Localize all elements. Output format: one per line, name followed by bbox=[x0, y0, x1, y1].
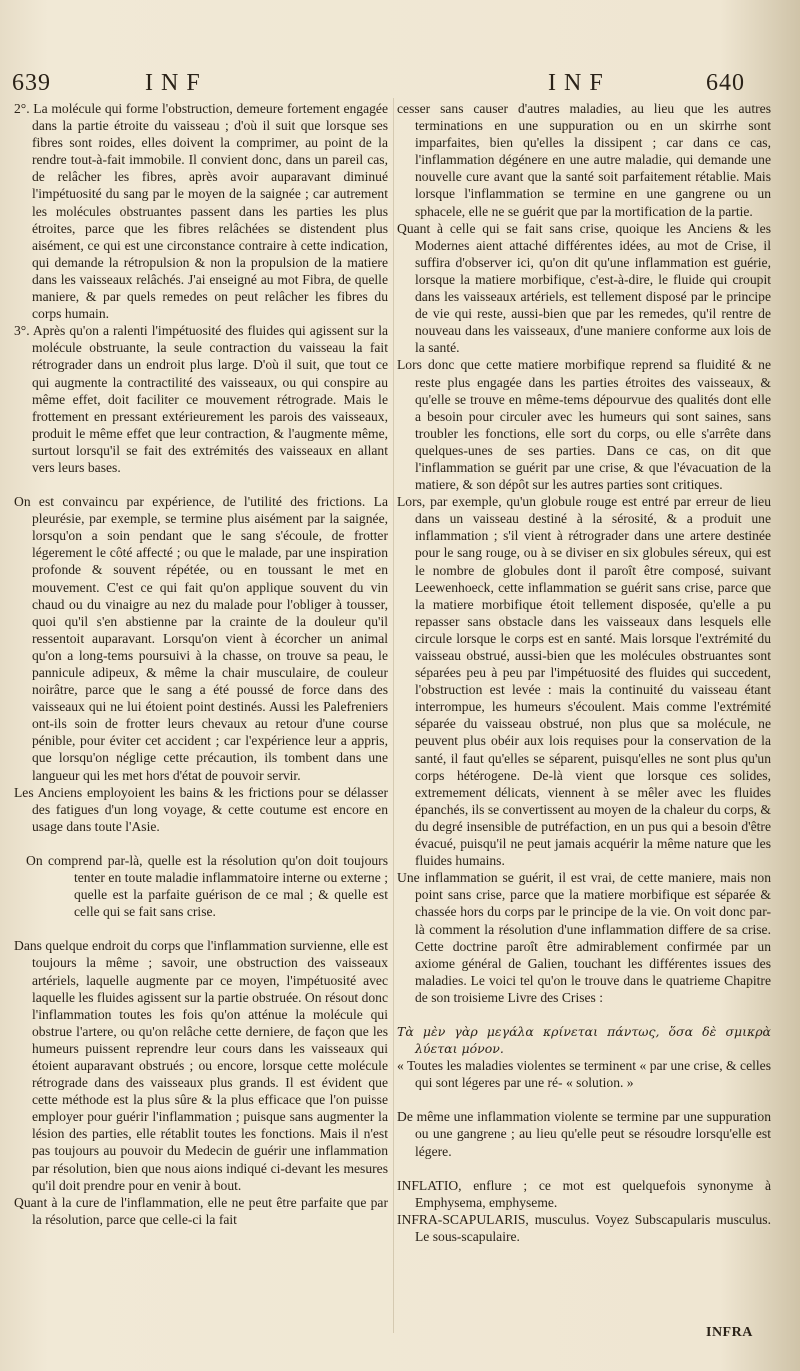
paragraph: Dans quelque endroit du corps que l'inflammation survienne, elle est toujours la même ; savoir, une obstruction des vaisseaux artériels, laquelle augmente par ce moyen, l'impétuosité avec laquelle les fluides agissent sur la partie obstruée. On résout donc l'inflammation toutes les fois qu'on atténue la molécule qui obstrue l'artere, ou qu'on relâche cette derniere, de façon que les humeurs puissent reprendre leur cours dans les vaisseaux qui étoient auparavant obstrués ; ou encore, lorsque cette molécule rétrograde dans des vaisseaux plus grands. Il est évident que cette méthode est la plus sûre & la plus efficace que l'on puisse employer pour guérir l'inflammation ; puisque sans augmenter la lésion des parties, elle rétablit toutes les fonctions. Mais il n'est pas toujours au pouvoir du Medecin de guérir une inflammation par résolution, bien que nous aions indiqué ci-devant les mesures qu'il doit prendre pour en venir à bout. bbox=[14, 938, 388, 1193]
column-divider bbox=[393, 98, 394, 1333]
paragraph: On est convaincu par expérience, de l'utilité des frictions. La pleurésie, par exemple, se termine plus aisément par la saignée, lorsqu'on a soin pendant que le sang s'écoule, de frotter légerement le côté affecté ; ou que le malade, par une inspiration profonde & souvent répétée, ou en toussant le met en mouvement. C'est ce qui fait qu'on applique souvent du vin chaud ou du vinaigre au nez du malade pour l'obliger à tousser, quoi qu'il s'en abstienne par la crainte de la douleur qu'il ressentoit auparavant. Lorsqu'on vient à écorcher un animal qu'on a long-tems poursuivi à la chasse, on trouve sa peau, le pannicule adipeux, & même la chair musculaire, de couleur noirâtre, parce que le sang a été poussé de force dans des vaisseaux qui ne lui étoient point destinés. Aussi les Palefreniers ont-ils soin de frotter leurs chevaux au retour d'une course pénible, pour éviter cet accident ; car l'expérience leur a appris, que lorsqu'on néglige cette précaution, ils tombent dans une langueur qui les met hors d'état de pouvoir servir. bbox=[14, 494, 388, 783]
paragraph: Les Anciens employoient les bains & les frictions pour se délasser des fatigues d'un long voyage, & cette coutume est encore en usage dans toute l'Asie. bbox=[14, 784, 388, 834]
paragraph: Lors, par exemple, qu'un globule rouge est entré par erreur de lieu dans un vaisseau destiné à la sérosité, & a produit une inflammation ; s'il vient à rétrograder dans une artere destinée pour le sang rouge, ou à se diviser en six globules séreux, qui est le nombre de globules dont il paroît être composé, suivant Leewenhoeck, cette inflammation se guérit sans crise, parce que la matiere morbifique étoit tellement disposée, qu'elle a pu repasser sans obstacle dans les vaisseaux dans lesquels elle circule lorsque le corps est en santé. Mais lorsque l'extrémité du vaisseau obstrué, aussi-bien que les molécules obstruantes sont séparées peu à peu par l'impétuosité des fluides qui succedent, l'obstruction est levée : mais la continuité du vaisseau étant interrompue, les humeurs s'écoulent. Mais comme l'extrémité séparée du vaisseau obstrué, non plus que sa molécule, ne peuvent plus obéir aux lois requises pour la conservation de la santé, il faut qu'elles se séparent, puisqu'elles ne sont plus qu'un corps hétérogene. De-là vient que lorsque ces solides, extremement délicats, viennent à se mêler avec les fluides épanchés, ils se convertissent au moyen de la chaleur du corps, & du degré insensible de putréfaction, en un pus qui a besoin d'être évacué, puisqu'il ne peut jamais acquérir la même nature que les fluides humains. bbox=[397, 494, 771, 869]
right-column bbox=[397, 100, 771, 1245]
paragraph: 2°. La molécule qui forme l'obstruction, demeure fortement engagée dans la partie étroite du vaisseau ; d'où il suit que lorsque ses fibres sont roides, elles doivent la comprimer, au point de la rendre tout-à-fait immobile. Il convient donc, dans un pareil cas, de relâcher les fibres, après avoir auparavant diminué l'impétuosité du sang par le moyen de la saignée ; car autrement les molécules obstruantes passent dans les parties les plus étroites, parce que les fibres relâchées se distendent plus aisément, ce qui est une circonstance contraire à cette indication, qui demande la rétropulsion & non la propulsion de la matiere dans les vaisseaux relâchés. J'ai enseigné au mot Fibra, de quelle maniere, & par quels remedes on peut relâcher les fibres du corps humain. bbox=[14, 101, 388, 322]
page-number-left: 639 bbox=[12, 70, 51, 96]
greek-quotation: Τὰ μὲν γὰρ μεγάλα κρίνεται πάντως, ὅσα δὲ σμικρὰ λύεται μόνον. bbox=[397, 1023, 771, 1057]
paragraph: Lors donc que cette matiere morbifique reprend sa fluidité & ne reste plus engagée dans les parties étroites des vaisseaux, & qu'elle se trouve en même-tems dépourvue des qualités dont elle a besoin pour circuler avec les humeurs qui sont saines, sans troubler les fonctions, elle sort du corps, ou elle s'arrête dans quelques-unes de ses parties. Dans ce cas, on dit que l'inflammation se guérit par une crise, & que l'évacuation de la matiere, & son dépôt sur les autres parties sont critiques. bbox=[397, 357, 771, 493]
paragraph: De même une inflammation violente se termine par une suppuration ou une gangrene ; au lieu qu'elle peut se résoudre lorsqu'elle est légere. bbox=[397, 1109, 771, 1159]
catchword: INFRA bbox=[706, 1325, 753, 1340]
header-title-right: I N F bbox=[548, 70, 604, 96]
page-number-right: 640 bbox=[706, 70, 745, 96]
dictionary-entry-infra-scapularis: INFRA-SCAPULARIS, musculus. Voyez Subscapularis musculus. Le sous-scapulaire. bbox=[397, 1211, 771, 1244]
dictionary-entry-inflatio: INFLATIO, enflure ; ce mot est quelquefois synonyme à Emphysema, emphyseme. bbox=[397, 1177, 771, 1210]
paragraph: Quant à la cure de l'inflammation, elle ne peut être parfaite que par la résolution, parce que celle-ci la fait bbox=[14, 1194, 388, 1227]
header-title-left: I N F bbox=[145, 70, 201, 96]
paragraph: Quant à celle qui se fait sans crise, quoique les Anciens & les Modernes aient attaché différentes idées, au mot de Crise, il suffira d'observer ici, qu'on dit qu'une inflammation est guérie, lorsque la matiere morbifique, c'est-à-dire, le fluide qui croupit dans les vaisseaux artériels, est tellement disposé par le principe de vie qui reste, aussi-bien que par les remedes, qu'il rentre de nouveau dans les vaisseaux, d'une maniere conforme aux lois de la santé. bbox=[397, 220, 771, 356]
quotation-translation: « Toutes les maladies violentes se terminent « par une crise, & celles qui sont légeres par une ré- « solution. » bbox=[397, 1058, 771, 1091]
running-header bbox=[0, 70, 800, 100]
left-column bbox=[14, 100, 388, 1228]
paragraph: 3°. Après qu'on a ralenti l'impétuosité des fluides qui agissent sur la molécule obstruante, la seule contraction du vaisseau la fait rétrograder dans un endroit plus large. D'où il suit, que tout ce qui augmente la contractilité des vaisseaux, ou qui conspire au même effet, doit faciliter ce mouvement rétrograde. Mais le frottement en pressant extérieurement les parois des vaisseaux, produit le même effet que leur contraction, & l'augmente même, surtout lorsqu'il se fait des extrémités des vaisseaux en allant vers leurs bases. bbox=[14, 323, 388, 475]
paragraph: On comprend par-là, quelle est la résolution qu'on doit toujours tenter en toute maladie inflammatoire interne ou externe ; quelle est la parfaite guérison de ce mal ; & quelle est celle qui se fait sans crise. bbox=[26, 852, 388, 920]
paragraph: Une inflammation se guérit, il est vrai, de cette maniere, mais non point sans crise, parce que la matiere morbifique est séparée & chassée hors du corps par le principe de la vie. On voit donc par-là comment la résolution d'une inflammation differe de sa crise. Cette doctrine paroît être admirablement confirmée par un axiome général de Galien, touchant les différentes issues des maladies. Le voici tel qu'on le trouve dans le quatrieme Chapitre de son troisieme Livre des Crises : bbox=[397, 870, 771, 1005]
paragraph: cesser sans causer d'autres maladies, au lieu que les autres terminations en une suppuration ou en un skirrhe sont imparfaites, bien qu'elles la dissipent ; car dans ce cas, l'inflammation dégénere en une autre maladie, qui demande une nouvelle cure avant que la santé soit parfaitement rétablie. Mais lorsque l'inflammation se termine en une gangrene ou un sphacele, elle ne se guérit que par la mortification de la partie. bbox=[397, 101, 771, 219]
